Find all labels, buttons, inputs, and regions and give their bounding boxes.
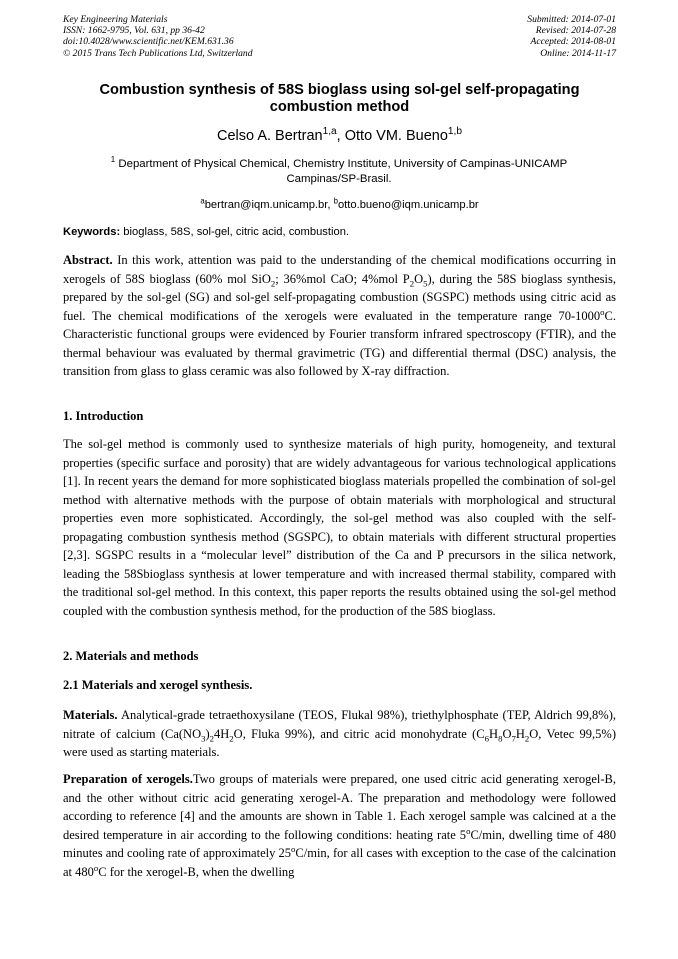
abstract-text: ; 36%mol CaO; 4%mol P bbox=[275, 271, 410, 286]
email-separator: , bbox=[327, 199, 334, 211]
materials-text: H bbox=[515, 726, 525, 741]
materials-text: 4H bbox=[214, 726, 230, 741]
preparation-text: Two groups of materials were prepared, one used citric acid generating xerogel-B, and the other without citric acid generating xerogel-A. The preparation and methodology were followed according to reference [4] and the amounts are shown in Table 1. Each xerogel sample was calcined at a the desired temperature in air according to the following conditions: heating rate 5 bbox=[63, 772, 616, 842]
section-heading-methods: 2. Materials and methods bbox=[63, 649, 199, 663]
email-mark: b bbox=[333, 196, 338, 206]
author-name: Celso A. Bertran bbox=[217, 128, 323, 144]
email-link[interactable]: otto.bueno@iqm.unicamp.br bbox=[337, 199, 479, 211]
email-mark: a bbox=[200, 196, 205, 206]
abstract-label: Abstract. bbox=[63, 253, 113, 267]
abstract bbox=[63, 251, 616, 381]
subscript: 2 bbox=[409, 278, 415, 288]
materials-text: O, Fluka 99%), and citric acid monohydrate (C bbox=[233, 726, 485, 741]
author-separator: , bbox=[336, 128, 345, 144]
subscript: 3 bbox=[201, 733, 206, 743]
introduction-paragraph: The sol-gel method is commonly used to synthesize materials of high purity, homogeneity, and textural properties (specific surface and porosity) that are widely advantageous for various technological applications [1]. In recent years the demand for more sophisticated bioglass materials propelled the combination of sol-gel method with alternative methods with the purpose of obtain materials with morphological and structural properties even more sophisticated. Accordingly, the sol-gel method was also coupled with the self-propagating combustion synthesis method (SGSPC), to obtain materials with different structural properties [2,3]. SGSPC results in a “molecular level” distribution of the Ca and P precursors in the silica network, leading the 58Sbioglass synthesis at lower temperature and with increased thermal stability, compared with the traditional sol-gel method. In this context, this paper reports the results obtained using the sol-gel method coupled with the combustion synthesis method, for the production of the 58S bioglass. bbox=[63, 437, 616, 618]
email-link[interactable]: bertran@iqm.unicamp.br bbox=[204, 199, 328, 211]
materials-text: H bbox=[489, 726, 499, 741]
date-accepted: Accepted: 2014-08-01 bbox=[530, 36, 616, 48]
article-dates bbox=[527, 14, 616, 59]
subscript: 7 bbox=[511, 733, 516, 743]
keywords-label: Keywords: bbox=[63, 226, 121, 238]
superscript: o bbox=[93, 862, 99, 873]
materials-text: O bbox=[502, 726, 512, 741]
materials-text: ) bbox=[205, 726, 210, 741]
subsection-heading: 2.1 Materials and xerogel synthesis. bbox=[63, 678, 253, 692]
subscript: 5 bbox=[423, 278, 428, 288]
subscript: 6 bbox=[484, 733, 490, 743]
author-name: Otto VM. Bueno bbox=[344, 128, 448, 144]
affiliation-text: Department of Physical Chemical, Chemistry Institute, University of Campinas-UNICAMP Campinas/SP-Brasil. bbox=[115, 158, 568, 185]
author-affiliation-mark: 1,b bbox=[447, 126, 462, 138]
preparation-label: Preparation of xerogels. bbox=[63, 772, 193, 786]
abstract-text: ), during the 58S bioglass synthesis, prepared by the sol-gel (SG) and sol-gel self-propagating combustion (SGSPC) methods using citric acid as fuel. The chemical modifications of the xerogels were evaluated in the temperature range 70-1000 bbox=[63, 271, 616, 323]
superscript: o bbox=[600, 306, 605, 317]
preparation-text: C for the xerogel-B, when the dwelling bbox=[98, 864, 295, 879]
journal-info bbox=[63, 14, 253, 59]
journal-header bbox=[63, 14, 616, 59]
paper-title: Combustion synthesis of 58S bioglass using sol-gel self-propagating combustion method bbox=[99, 82, 580, 115]
superscript: o bbox=[291, 843, 296, 854]
date-submitted: Submitted: 2014-07-01 bbox=[527, 14, 616, 25]
abstract-text: In this work, attention was paid to the understanding of the chemical modifications occurring in xerogels of 58S bioglass (60% mol SiO bbox=[63, 253, 616, 286]
materials-paragraph bbox=[63, 706, 616, 762]
author-emails bbox=[63, 198, 616, 213]
materials-label: Materials. bbox=[63, 708, 118, 722]
subscript: 2 bbox=[209, 733, 215, 743]
keywords-text: bioglass, 58S, sol-gel, citric acid, combustion. bbox=[120, 226, 350, 238]
superscript: o bbox=[466, 825, 471, 836]
preparation-text: C/min, for all cases with exception to the case of the calcination at 480 bbox=[63, 846, 616, 879]
subscript: 2 bbox=[524, 733, 530, 743]
materials-text: O, Vetec 99,5%) were used as starting materials. bbox=[63, 726, 616, 759]
journal-name: Key Engineering Materials bbox=[63, 14, 168, 25]
abstract-text: O bbox=[414, 271, 424, 286]
subscript: 2 bbox=[270, 278, 276, 288]
subscript: 8 bbox=[498, 733, 503, 743]
date-revised: Revised: 2014-07-28 bbox=[535, 25, 616, 37]
journal-issn: ISSN: 1662-9795, Vol. 631, pp 36-42 bbox=[63, 25, 205, 37]
date-online: Online: 2014-11-17 bbox=[540, 47, 616, 59]
affiliation-number: 1 bbox=[110, 155, 116, 165]
author-list bbox=[63, 127, 616, 145]
affiliation bbox=[80, 157, 598, 187]
abstract-text: C. Characteristic functional groups were evidenced by Fourier transform infrared spectroscopy (FTIR), and the thermal behaviour was evaluated by thermal gravimetric (TG) and differential thermal (DSC) analysis, the transition from glass to glass ceramic was also followed by X-ray diffraction. bbox=[63, 308, 616, 378]
materials-text: Analytical-grade tetraethoxysilane (TEOS, Flukal 98%), triethylphosphate (TEP, Aldrich 99,8%), nitrate of calcium (Ca(NO bbox=[63, 708, 616, 741]
subscript: 2 bbox=[229, 733, 234, 743]
journal-copyright: © 2015 Trans Tech Publications Ltd, Switzerland bbox=[63, 47, 253, 59]
journal-doi: doi:10.4028/www.scientific.net/KEM.631.36 bbox=[63, 36, 234, 48]
preparation-text: C/min, dwelling time of 480 minutes and cooling rate of approximately 25 bbox=[63, 827, 616, 860]
preparation-paragraph bbox=[63, 770, 616, 881]
keywords bbox=[63, 225, 616, 240]
author-affiliation-mark: 1,a bbox=[322, 126, 337, 138]
section-heading-introduction: 1. Introduction bbox=[63, 409, 144, 423]
